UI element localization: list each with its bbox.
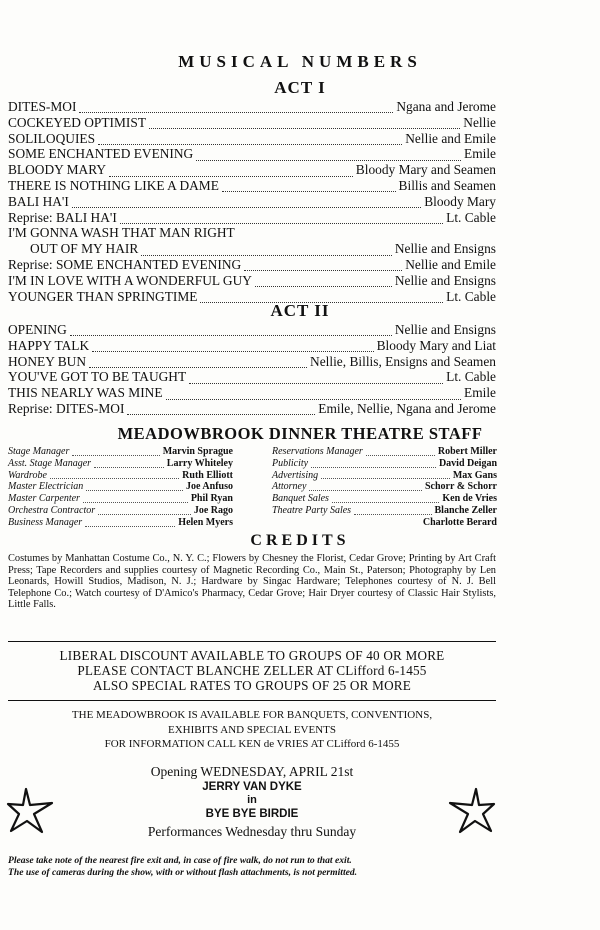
song-title: I'M IN LOVE WITH A WONDERFUL GUY: [8, 272, 252, 288]
song-row: [8, 131, 496, 147]
song-row: [8, 322, 496, 338]
song-row: [8, 225, 496, 241]
staff-row: [272, 481, 497, 493]
dot-leader: [50, 471, 179, 479]
dot-leader: [120, 213, 443, 224]
song-performers: Lt. Cable: [446, 209, 496, 225]
song-performers: Ngana and Jerome: [396, 99, 496, 114]
staff-name: Charlotte Berard: [422, 516, 497, 528]
song-row: [8, 146, 496, 162]
staff-row: [8, 481, 233, 493]
dot-leader: [86, 483, 183, 491]
opening-date: Opening WEDNESDAY, APRIL 21st: [150, 764, 354, 779]
group-discount-notice: [8, 648, 496, 693]
staff-name: David Deigan: [438, 457, 497, 469]
song-title: Reprise: BALI HA'I: [8, 209, 117, 225]
staff-row: [8, 458, 233, 470]
staff-role: Theatre Party Sales: [272, 504, 352, 516]
staff-row: [8, 505, 233, 517]
banquet-line: EXHIBITS AND SPECIAL EVENTS: [168, 723, 336, 736]
staff-name: Max Gans: [452, 469, 497, 481]
song-title: BALI HA'I: [8, 193, 69, 209]
dot-leader: [127, 404, 315, 415]
song-row: [8, 210, 496, 226]
song-title: COCKEYED OPTIMIST: [8, 114, 146, 130]
song-row: [8, 241, 496, 257]
staff-name: Ken de Vries: [442, 493, 497, 505]
song-performers: Emile, Nellie, Ngana and Jerome: [318, 400, 496, 416]
staff-name: Larry Whiteley: [166, 457, 233, 469]
staff-row: [272, 493, 497, 505]
song-title: BLOODY MARY: [8, 162, 107, 178]
dot-leader: [92, 341, 373, 352]
song-performers: Emile: [464, 146, 496, 162]
song-row: [8, 401, 496, 417]
song-row: [8, 273, 496, 289]
song-performers: Nellie: [463, 114, 496, 130]
notice-line: Please take note of the nearest fire exit and, in case of fire walk, do not run to that exit.: [8, 855, 352, 866]
song-title: OPENING: [8, 322, 67, 337]
dot-leader: [311, 460, 436, 468]
staff-role: Orchestra Contractor: [8, 504, 96, 516]
song-row: [8, 354, 496, 370]
credits-heading: CREDITS: [250, 532, 350, 549]
song-performers: Lt. Cable: [446, 288, 496, 304]
discount-line: ALSO SPECIAL RATES TO GROUPS OF 25 OR MORE: [92, 678, 412, 693]
dot-leader: [309, 483, 422, 491]
song-title: Reprise: DITES-MOI: [8, 400, 125, 416]
credits-body: Costumes by Manhattan Costume Co., N. Y. C.; Flowers by Chesney the Florist, Cedar Grove; Printing by Art Craft Press; Tape Recorders and supplies courtesy of Magnetic Recording Co., Main St., Paterson; Photography by Len Leonards, Howill Studios, Madison, N. J.; Hardware by Singac Hardware; Telephones courtesy of N. J. Bell Telephone Co.; Watch courtesy of D'Amico's Pharmacy, Cedar Grove; Hair Dryer courtesy of Classic Hair Stylists, Little Falls.: [8, 553, 496, 611]
staff-role: Master Carpenter: [8, 493, 80, 505]
song-title: SOME ENCHANTED EVENING: [8, 146, 194, 162]
show-title: BYE BYE BIRDIE: [205, 808, 299, 820]
staff-role: Attorney: [272, 481, 307, 493]
staff-role: Master Electrician: [8, 481, 84, 493]
song-row: [8, 162, 496, 178]
act-1-heading: ACT I: [274, 78, 326, 97]
staff-row: [8, 446, 233, 458]
dot-leader: [72, 197, 421, 208]
dot-leader: [222, 181, 396, 192]
song-row: [8, 369, 496, 385]
song-title: THERE IS NOTHING LIKE A DAME: [8, 177, 219, 193]
staff-column-right: [272, 446, 497, 529]
song-performers: Bloody Mary and Liat: [376, 337, 496, 353]
dot-leader: [79, 102, 393, 113]
song-title: Reprise: SOME ENCHANTED EVENING: [8, 256, 242, 272]
in-label: in: [247, 794, 257, 806]
song-title: SOLILOQUIES: [8, 130, 96, 146]
banquet-notice: [8, 708, 496, 752]
dot-leader: [255, 276, 392, 287]
act-1-numbers: [8, 99, 496, 304]
staff-role: Banquet Sales: [272, 493, 329, 505]
act-2-numbers: [8, 322, 496, 417]
song-performers: Nellie and Ensigns: [394, 241, 496, 257]
song-row: [8, 385, 496, 401]
staff-role: Advertising: [272, 469, 319, 481]
song-title: YOU'VE GOT TO BE TAUGHT: [8, 369, 187, 385]
dot-leader: [149, 118, 460, 129]
staff-name: Marvin Sprague: [162, 446, 233, 457]
dot-leader: [98, 134, 402, 145]
staff-row: [8, 517, 233, 529]
discount-line: PLEASE CONTACT BLANCHE ZELLER AT CLifford 6-1455: [77, 663, 427, 678]
song-row: [8, 99, 496, 115]
staff-heading: MEADOWBROOK DINNER THEATRE STAFF: [117, 424, 483, 443]
song-title: YOUNGER THAN SPRINGTIME: [8, 288, 198, 304]
dot-leader: [354, 507, 431, 515]
staff-role: Publicity: [272, 457, 309, 469]
act-2-heading: ACT II: [270, 301, 330, 320]
song-performers: Nellie and Ensigns: [394, 272, 496, 288]
staff-name: Joe Anfuso: [186, 481, 233, 493]
dot-leader: [98, 507, 191, 515]
song-performers: Nellie and Emile: [405, 256, 496, 272]
staff-row: [8, 493, 233, 505]
song-performers: Bloody Mary: [424, 193, 496, 209]
song-performers: Nellie and Emile: [405, 130, 496, 146]
staff-role: Wardrobe: [8, 469, 47, 481]
song-row: [8, 257, 496, 273]
dot-leader: [72, 448, 159, 456]
staff-row: [272, 470, 497, 482]
banquet-line: THE MEADOWBROOK IS AVAILABLE FOR BANQUETS, CONVENTIONS,: [71, 709, 433, 721]
headliner-name: JERRY VAN DYKE: [202, 781, 302, 793]
staff-role: Business Manager: [8, 516, 83, 528]
song-title: HAPPY TALK: [8, 337, 90, 353]
song-performers: Lt. Cable: [446, 369, 496, 385]
song-row: [8, 194, 496, 210]
banquet-line: FOR INFORMATION CALL KEN de VRIES AT CLifford 6-1455: [104, 738, 400, 750]
performance-schedule: Performances Wednesday thru Sunday: [147, 824, 357, 839]
staff-row: [8, 470, 233, 482]
song-title: I'M GONNA WASH THAT MAN RIGHT: [8, 225, 235, 241]
page-title: MUSICAL NUMBERS: [178, 52, 422, 71]
song-performers: Nellie and Ensigns: [394, 322, 496, 337]
divider-rule: [8, 641, 496, 642]
dot-leader: [94, 460, 164, 468]
discount-line: LIBERAL DISCOUNT AVAILABLE TO GROUPS OF 40 OR MORE: [59, 648, 445, 663]
safety-notice: [8, 855, 496, 878]
dot-leader: [366, 448, 435, 456]
staff-name: Joe Rago: [193, 504, 233, 516]
staff-row: [272, 517, 497, 529]
song-row: [8, 178, 496, 194]
staff-name: Robert Miller: [437, 446, 497, 457]
song-row: [8, 115, 496, 131]
dot-leader: [189, 373, 443, 384]
dot-leader: [166, 389, 462, 400]
notice-line: The use of cameras during the show, with or without flash attachments, is not permitted.: [8, 866, 358, 878]
song-title-continuation: OUT OF MY HAIR: [30, 241, 139, 257]
song-performers: Emile: [464, 385, 496, 401]
staff-column-left: [8, 446, 233, 529]
song-row: [8, 338, 496, 354]
staff-role: Asst. Stage Manager: [8, 457, 92, 469]
staff-name: Phil Ryan: [190, 493, 233, 505]
dot-leader: [141, 245, 392, 256]
staff-name: Schorr & Schorr: [424, 481, 497, 493]
dot-leader: [332, 495, 439, 503]
dot-leader: [70, 325, 392, 336]
dot-leader: [85, 519, 175, 527]
next-show-announcement: [8, 763, 496, 842]
song-title: THIS NEARLY WAS MINE: [8, 385, 163, 401]
dot-leader: [196, 150, 461, 161]
staff-name: Helen Myers: [178, 516, 233, 528]
song-performers: Billis and Seamen: [398, 177, 496, 193]
staff-row: [272, 505, 497, 517]
staff-row: [272, 446, 497, 458]
dot-leader: [109, 166, 353, 177]
dot-leader: [83, 495, 188, 503]
divider-rule: [8, 700, 496, 701]
staff-row: [272, 458, 497, 470]
song-title: HONEY BUN: [8, 353, 86, 369]
song-title: DITES-MOI: [8, 99, 77, 114]
staff-name: Blanche Zeller: [434, 504, 497, 516]
song-performers: Bloody Mary and Seamen: [355, 162, 496, 178]
dot-leader: [244, 260, 402, 271]
staff-role: Reservations Manager: [272, 446, 363, 457]
dot-leader: [89, 357, 307, 368]
staff-name: Ruth Elliott: [182, 469, 233, 481]
dot-leader: [321, 471, 450, 479]
song-performers: Nellie, Billis, Ensigns and Seamen: [310, 353, 496, 369]
staff-role: Stage Manager: [8, 446, 70, 457]
